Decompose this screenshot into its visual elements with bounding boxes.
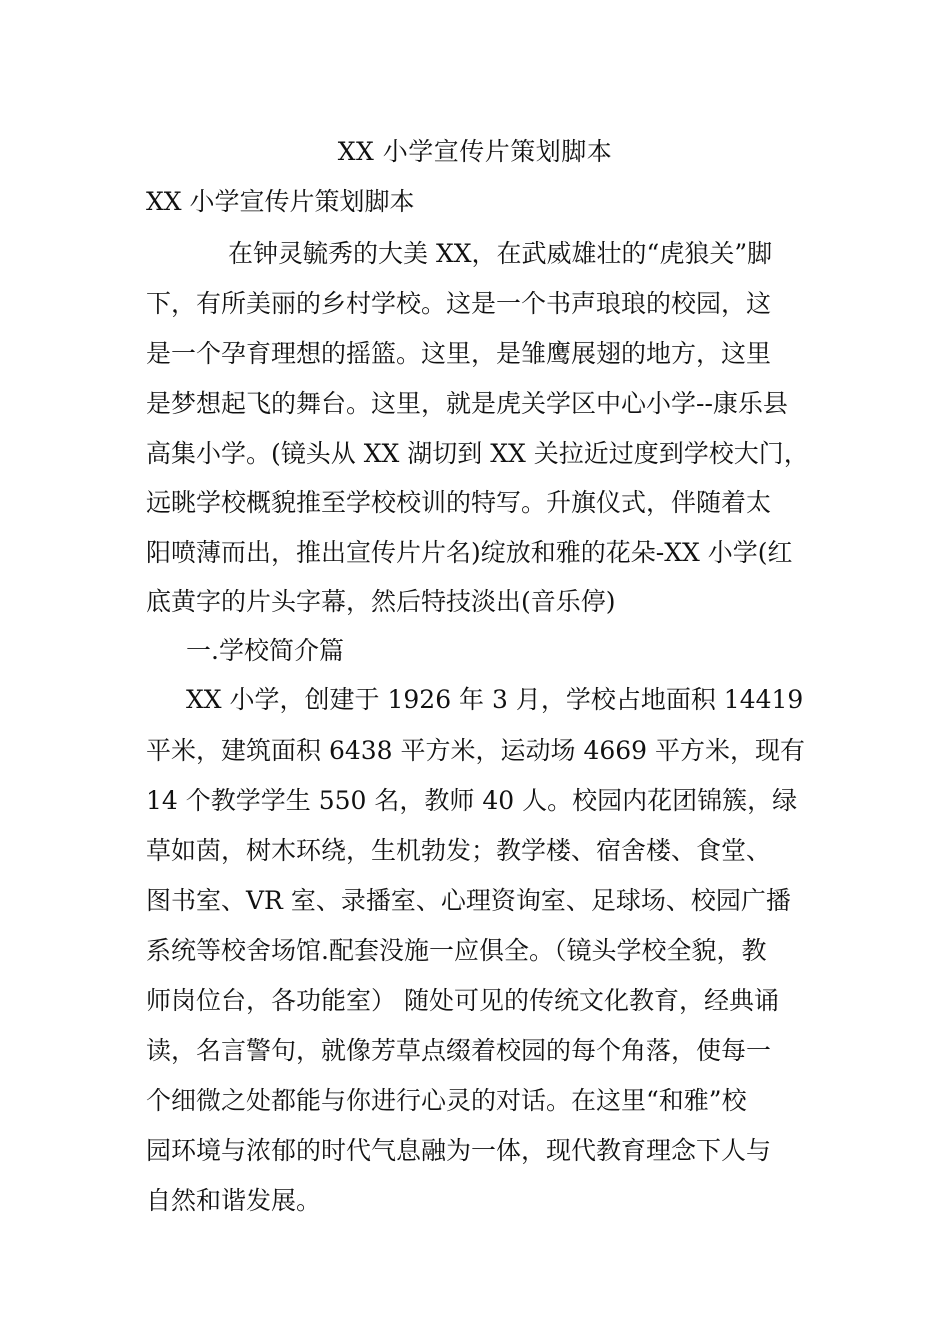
section-line: 园环境与浓郁的时代气息融为一体，现代教育理念下人与 <box>146 1136 772 1165</box>
section-line: 14 个教学学生 550 名，教师 40 人。校园内花团锦簇，绿 <box>146 786 798 815</box>
document-subtitle: XX 小学宣传片策划脚本 <box>146 187 415 216</box>
section-line: 平米，建筑面积 6438 平方米，运动场 4669 平方米，现有 <box>146 736 806 765</box>
document-title: XX 小学宣传片策划脚本 <box>337 137 613 166</box>
intro-line: 高集小学。(镜头从 XX 湖切到 XX 关拉近过度到学校大门， <box>146 439 809 468</box>
section-line: 个细微之处都能与你进行心灵的对话。在这里“和雅”校 <box>146 1086 747 1115</box>
intro-line: 是一个孕育理想的摇篮。这里，是雏鹰展翅的地方，这里 <box>146 339 772 368</box>
intro-line: 是梦想起飞的舞台。这里，就是虎关学区中心小学--康乐县 <box>146 389 788 418</box>
section-line: 师岗位台，各功能室） 随处可见的传统文化教育，经典诵 <box>146 986 779 1015</box>
section-heading: 一.学校简介篇 <box>186 636 344 665</box>
intro-line: 远眺学校概貌推至学校校训的特写。升旗仪式，伴随着太 <box>146 488 772 517</box>
intro-line: 下，有所美丽的乡村学校。这是一个书声琅琅的校园，这 <box>146 289 772 318</box>
section-line: 系统等校舍场馆.配套没施一应俱全。（镜头学校全貌，教 <box>146 936 767 965</box>
section-line: 草如茵，树木环绕，生机勃发；教学楼、宿舍楼、食堂、 <box>146 836 772 865</box>
intro-line: 阳喷薄而出，推出宣传片片名)绽放和雅的花朵-XX 小学(红 <box>146 538 793 567</box>
section-line: XX 小学，创建于 1926 年 3 月，学校占地面积 14419 <box>186 685 804 714</box>
section-line: 读，名言警句，就像芳草点缀着校园的每个角落，使每一 <box>146 1036 772 1065</box>
intro-line: 在钟灵毓秀的大美 XX，在武威雄壮的“虎狼关”脚 <box>228 239 773 268</box>
intro-line: 底黄字的片头字幕，然后特技淡出(音乐停) <box>146 587 616 616</box>
section-line: 自然和谐发展。 <box>146 1186 322 1215</box>
section-line: 图书室、VR 室、录播室、心理资询室、足球场、校园广播 <box>146 886 791 915</box>
